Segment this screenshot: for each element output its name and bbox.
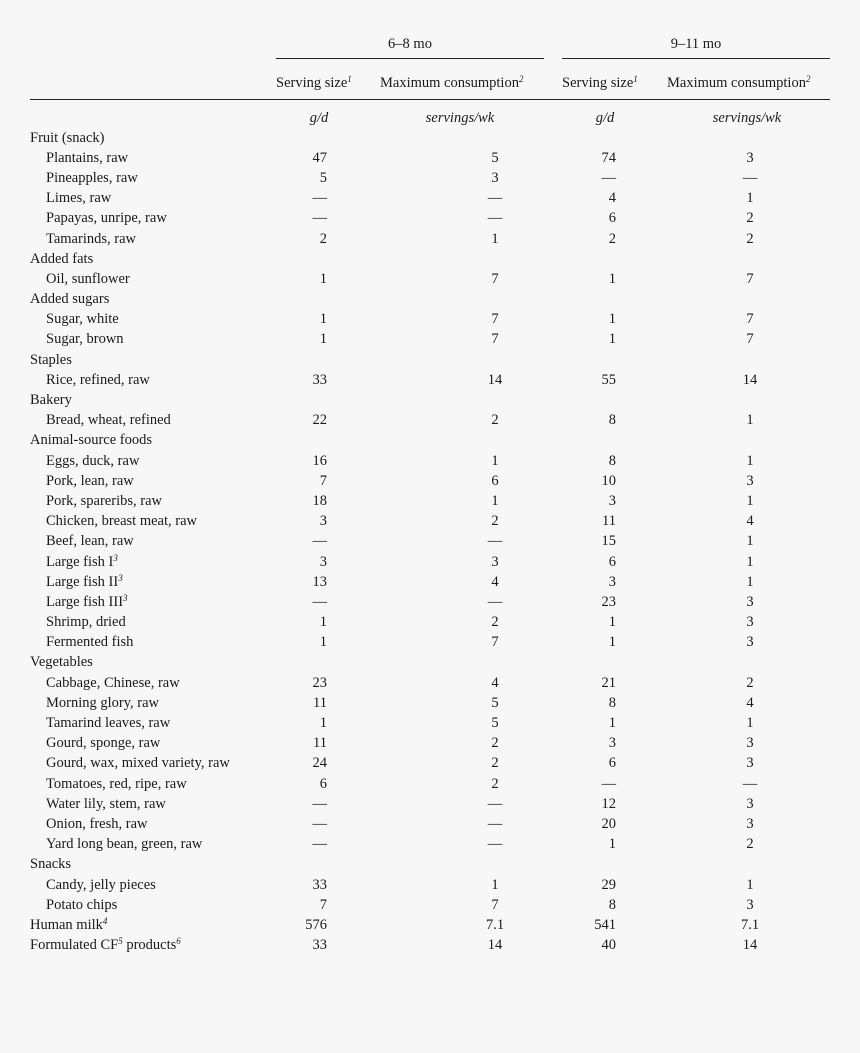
max-consumption-6-8-cell: [327, 855, 549, 875]
max-consumption-6-8-cell: 2: [491, 412, 499, 429]
serving-size-9-11-cell: [549, 855, 616, 875]
serving-size-9-11-cell: 1: [608, 311, 616, 328]
table-row: [30, 370, 776, 390]
max-consumption-6-8-cell: 2: [491, 614, 499, 631]
row-label: Sugar, brown: [46, 331, 124, 348]
category-row: [30, 390, 776, 410]
serving-size-6-8-cell: 3: [319, 513, 327, 530]
serving-size-6-8-cell: 33: [312, 876, 327, 893]
max-consumption-6-8-cell: 14: [487, 937, 503, 954]
serving-size-9-11-cell: 1: [608, 715, 616, 732]
max-consumption-9-11-cell: 1: [746, 715, 754, 732]
serving-size-9-11-cell: [549, 390, 616, 410]
max-consumption-9-11-cell: 4: [746, 513, 754, 530]
row-label: Morning glory, raw: [46, 694, 160, 711]
max-consumption-6-8-cell: [327, 653, 549, 673]
max-consumption-6-8-cell: —: [487, 836, 503, 853]
max-consumption-6-8-cell: 7: [491, 896, 499, 913]
header-max-consumption-1: Maximum consumption$^2$: [380, 74, 524, 91]
serving-size-6-8-cell: 3: [319, 553, 327, 570]
max-consumption-9-11-cell: 3: [746, 795, 754, 812]
row-label: Pineapples, raw: [46, 169, 138, 186]
unit-g-per-day-2: g/d: [595, 110, 615, 126]
serving-size-9-11-cell: 29: [601, 876, 616, 893]
serving-size-6-8-cell: [270, 350, 327, 370]
table-row: [30, 209, 776, 229]
serving-size-9-11-cell: 20: [601, 815, 616, 832]
max-consumption-6-8-cell: 6: [491, 472, 499, 489]
category-row: [30, 249, 776, 269]
max-consumption-9-11-cell: 2: [746, 230, 754, 247]
max-consumption-9-11-cell: [616, 290, 776, 310]
serving-size-9-11-cell: 10: [601, 472, 616, 489]
serving-size-9-11-cell: 3: [608, 573, 616, 590]
row-label: Vegetables: [30, 654, 93, 671]
row-label: Potato chips: [46, 896, 118, 913]
unit-g-per-day-1: g/d: [309, 110, 329, 126]
max-consumption-6-8-cell: 5: [491, 715, 499, 732]
header-max-consumption-2: Maximum consumption$^2$: [667, 74, 811, 91]
serving-size-6-8-cell: 47: [312, 149, 327, 166]
max-consumption-6-8-cell: 2: [491, 775, 499, 792]
table-row: [30, 814, 776, 834]
serving-size-6-8-cell: 7: [319, 472, 327, 489]
serving-size-9-11-cell: 11: [602, 513, 616, 530]
serving-size-9-11-cell: [549, 249, 616, 269]
max-consumption-6-8-cell: 5: [491, 149, 499, 166]
row-label: Bread, wheat, refined: [46, 412, 171, 429]
table-row: [30, 552, 776, 572]
serving-size-6-8-cell: 1: [319, 715, 327, 732]
max-consumption-9-11-cell: —: [742, 169, 758, 186]
serving-size-6-8-cell: 16: [312, 452, 327, 469]
row-label: Tamarind leaves, raw: [46, 715, 171, 732]
table-row: [30, 734, 776, 754]
row-label: Candy, jelly pieces: [46, 876, 156, 893]
group-header-9-11-mo: 9–11 mo: [670, 36, 722, 52]
serving-size-6-8-cell: —: [312, 210, 327, 227]
serving-size-6-8-cell: [270, 290, 327, 310]
max-consumption-9-11-cell: 3: [746, 472, 754, 489]
table-row: [30, 532, 776, 552]
table-row: [30, 148, 776, 168]
serving-size-9-11-cell: 1: [608, 270, 616, 287]
max-consumption-9-11-cell: 1: [746, 533, 754, 550]
table-row: [30, 713, 776, 733]
serving-size-9-11-cell: 23: [601, 593, 616, 610]
serving-size-6-8-cell: 18: [312, 492, 327, 509]
serving-size-9-11-cell: 8: [608, 896, 616, 913]
serving-size-6-8-cell: 6: [319, 775, 327, 792]
serving-size-9-11-cell: [549, 431, 616, 451]
serving-size-6-8-cell: —: [312, 836, 327, 853]
table-row: [30, 168, 776, 188]
max-consumption-6-8-cell: 2: [491, 513, 499, 530]
serving-size-9-11-cell: 1: [608, 614, 616, 631]
row-label: Limes, raw: [46, 190, 112, 207]
serving-size-6-8-cell: 24: [312, 755, 327, 772]
row-label: Staples: [30, 351, 72, 368]
serving-size-6-8-cell: 13: [312, 573, 327, 590]
serving-size-9-11-cell: [549, 653, 616, 673]
table-row: [30, 512, 776, 532]
header-serving-size-1: Serving size$^1$: [276, 74, 352, 91]
category-row: [30, 855, 776, 875]
max-consumption-9-11-cell: 7: [746, 311, 754, 328]
category-row: [30, 431, 776, 451]
serving-size-6-8-cell: —: [312, 795, 327, 812]
max-consumption-9-11-cell: [616, 431, 776, 451]
group-rule-2: [562, 58, 830, 59]
unit-servings-per-week-2: servings/wk: [712, 110, 782, 126]
row-label: Oil, sunflower: [46, 270, 130, 287]
max-consumption-9-11-cell: 7: [746, 331, 754, 348]
serving-size-9-11-cell: 4: [608, 190, 616, 207]
max-consumption-6-8-cell: 1: [491, 230, 499, 247]
row-label: Plantains, raw: [46, 149, 129, 166]
table-row: [30, 269, 776, 289]
row-label: Large fish $I^3$: [46, 552, 118, 570]
max-consumption-6-8-cell: 7: [491, 311, 499, 328]
table-row: [30, 936, 776, 956]
max-consumption-9-11-cell: 14: [742, 937, 758, 954]
row-label: Cabbage, Chinese, raw: [46, 674, 180, 691]
table-row: [30, 673, 776, 693]
serving-size-9-11-cell: 8: [608, 694, 616, 711]
serving-size-9-11-cell: 6: [608, 553, 616, 570]
max-consumption-6-8-cell: 2: [491, 755, 499, 772]
row-label: Chicken, breast meat, raw: [46, 513, 197, 530]
max-consumption-6-8-cell: [327, 431, 549, 451]
table-row: [30, 310, 776, 330]
row-label: Rice, refined, raw: [46, 371, 150, 388]
max-consumption-6-8-cell: 4: [491, 573, 499, 590]
max-consumption-6-8-cell: [327, 290, 549, 310]
max-consumption-9-11-cell: 7: [746, 270, 754, 287]
header-rule: [30, 99, 830, 100]
table-row: [30, 754, 776, 774]
serving-size-9-11-cell: 2: [608, 230, 616, 247]
row-label: Beef, lean, raw: [46, 533, 134, 550]
table-row: [30, 774, 776, 794]
table-row: [30, 633, 776, 653]
max-consumption-6-8-cell: 1: [491, 876, 499, 893]
row-label: Yard long bean, green, raw: [46, 836, 203, 853]
table-row: [30, 794, 776, 814]
serving-size-9-11-cell: 6: [608, 755, 616, 772]
max-consumption-9-11-cell: [616, 855, 776, 875]
max-consumption-6-8-cell: 14: [487, 371, 503, 388]
max-consumption-6-8-cell: [327, 390, 549, 410]
serving-size-6-8-cell: 33: [312, 371, 327, 388]
serving-size-6-8-cell: —: [312, 815, 327, 832]
serving-size-9-11-cell: 55: [601, 371, 616, 388]
row-label: Pork, spareribs, raw: [46, 492, 162, 509]
table-row: [30, 189, 776, 209]
category-row: [30, 290, 776, 310]
serving-size-9-11-cell: 1: [608, 634, 616, 651]
max-consumption-9-11-cell: 3: [746, 896, 754, 913]
max-consumption-6-8-cell: 3: [491, 553, 499, 570]
row-label: Large fish III$^3$: [46, 592, 128, 610]
row-label: Sugar, white: [46, 311, 119, 328]
serving-size-6-8-cell: 1: [319, 634, 327, 651]
row-label: Snacks: [30, 856, 72, 873]
row-label: Added fats: [30, 250, 94, 267]
unit-servings-per-week-1: servings/wk: [425, 110, 495, 126]
serving-size-6-8-cell: 1: [319, 311, 327, 328]
max-consumption-9-11-cell: 3: [746, 149, 754, 166]
data-rows: [30, 128, 776, 956]
serving-size-6-8-cell: 11: [313, 694, 327, 711]
serving-size-6-8-cell: —: [312, 533, 327, 550]
row-label: Water lily, stem, raw: [46, 795, 166, 812]
serving-size-9-11-cell: —: [601, 775, 616, 792]
serving-size-6-8-cell: 23: [312, 674, 327, 691]
max-consumption-6-8-cell: 7.1: [485, 916, 505, 933]
serving-size-9-11-cell: [549, 128, 616, 148]
category-row: [30, 128, 776, 148]
serving-size-6-8-cell: 1: [319, 331, 327, 348]
serving-size-9-11-cell: 1: [608, 836, 616, 853]
serving-size-9-11-cell: —: [601, 169, 616, 186]
max-consumption-9-11-cell: 3: [746, 755, 754, 772]
table-row: [30, 693, 776, 713]
max-consumption-6-8-cell: [327, 350, 549, 370]
serving-size-6-8-cell: 1: [319, 270, 327, 287]
max-consumption-6-8-cell: 5: [491, 694, 499, 711]
max-consumption-9-11-cell: [616, 350, 776, 370]
group-rule-1: [276, 58, 544, 59]
serving-size-9-11-cell: 6: [608, 210, 616, 227]
max-consumption-6-8-cell: —: [487, 190, 503, 207]
serving-size-9-11-cell: 74: [601, 149, 616, 166]
group-header-6-8-mo: 6–8 mo: [388, 36, 432, 52]
row-label: Large fish $II^3$: [46, 572, 123, 590]
table-row: [30, 875, 776, 895]
row-label: Human milk$^4$: [30, 915, 108, 933]
category-row: [30, 350, 776, 370]
serving-size-6-8-cell: —: [312, 190, 327, 207]
serving-size-9-11-cell: 8: [608, 412, 616, 429]
serving-size-9-11-cell: 40: [601, 937, 616, 954]
table-row: [30, 229, 776, 249]
table-row: [30, 572, 776, 592]
serving-size-6-8-cell: [270, 431, 327, 451]
row-label: Onion, fresh, raw: [46, 815, 148, 832]
row-label: Eggs, duck, raw: [46, 452, 140, 469]
table-row: [30, 471, 776, 491]
max-consumption-9-11-cell: 1: [746, 452, 754, 469]
max-consumption-6-8-cell: —: [487, 815, 503, 832]
serving-size-6-8-cell: [270, 249, 327, 269]
serving-size-6-8-cell: [270, 390, 327, 410]
max-consumption-9-11-cell: 1: [746, 553, 754, 570]
max-consumption-9-11-cell: 14: [742, 371, 758, 388]
max-consumption-9-11-cell: [616, 128, 776, 148]
table-row: [30, 835, 776, 855]
row-label: Shrimp, dried: [46, 614, 126, 631]
max-consumption-6-8-cell: 7: [491, 270, 499, 287]
max-consumption-9-11-cell: 3: [746, 614, 754, 631]
max-consumption-6-8-cell: —: [487, 593, 503, 610]
max-consumption-9-11-cell: 1: [746, 573, 754, 590]
max-consumption-9-11-cell: 3: [746, 735, 754, 752]
serving-size-6-8-cell: 576: [305, 916, 327, 933]
serving-size-9-11-cell: 541: [594, 916, 616, 933]
row-label: Papayas, unripe, raw: [46, 210, 167, 227]
max-consumption-9-11-cell: 1: [746, 190, 754, 207]
max-consumption-6-8-cell: [327, 128, 549, 148]
max-consumption-6-8-cell: 7: [491, 634, 499, 651]
serving-size-6-8-cell: [270, 855, 327, 875]
max-consumption-6-8-cell: 7: [491, 331, 499, 348]
max-consumption-6-8-cell: 1: [491, 452, 499, 469]
row-label: Tomatoes, red, ripe, raw: [46, 775, 187, 792]
max-consumption-9-11-cell: 4: [746, 694, 754, 711]
max-consumption-6-8-cell: —: [487, 533, 503, 550]
max-consumption-6-8-cell: [327, 249, 549, 269]
max-consumption-6-8-cell: 1: [491, 492, 499, 509]
max-consumption-9-11-cell: 2: [746, 836, 754, 853]
serving-size-9-11-cell: 3: [608, 492, 616, 509]
table-row: [30, 491, 776, 511]
serving-size-6-8-cell: [270, 653, 327, 673]
max-consumption-6-8-cell: —: [487, 795, 503, 812]
row-label: Added sugars: [30, 291, 110, 308]
category-row: [30, 653, 776, 673]
max-consumption-6-8-cell: 3: [491, 169, 499, 186]
header-serving-size-2: Serving size$^1$: [562, 74, 638, 91]
max-consumption-9-11-cell: 3: [746, 593, 754, 610]
max-consumption-9-11-cell: [616, 653, 776, 673]
table-row: [30, 895, 776, 915]
serving-size-6-8-cell: 2: [319, 230, 327, 247]
row-label: Gourd, wax, mixed variety, raw: [46, 755, 230, 772]
table-row: [30, 451, 776, 471]
max-consumption-9-11-cell: 3: [746, 634, 754, 651]
max-consumption-9-11-cell: 2: [746, 674, 754, 691]
serving-size-6-8-cell: [270, 128, 327, 148]
serving-size-9-11-cell: 12: [601, 795, 616, 812]
serving-size-6-8-cell: 5: [319, 169, 327, 186]
row-label: Fermented fish: [46, 634, 134, 651]
max-consumption-9-11-cell: [616, 249, 776, 269]
max-consumption-9-11-cell: 1: [746, 492, 754, 509]
serving-size-9-11-cell: [549, 350, 616, 370]
max-consumption-9-11-cell: [616, 390, 776, 410]
serving-size-9-11-cell: 1: [608, 331, 616, 348]
row-label: Tamarinds, raw: [46, 230, 136, 247]
row-label: Gourd, sponge, raw: [46, 735, 161, 752]
max-consumption-9-11-cell: 3: [746, 815, 754, 832]
serving-size-6-8-cell: —: [312, 593, 327, 610]
max-consumption-9-11-cell: —: [742, 775, 758, 792]
row-label: Formulated $CF^5$ products$^6$: [30, 936, 181, 954]
serving-size-9-11-cell: 21: [601, 674, 616, 691]
serving-size-9-11-cell: 8: [608, 452, 616, 469]
row-label: Animal-source foods: [30, 432, 153, 449]
serving-size-9-11-cell: 15: [601, 533, 616, 550]
serving-size-9-11-cell: [549, 290, 616, 310]
serving-size-6-8-cell: 11: [313, 735, 327, 752]
max-consumption-9-11-cell: 1: [746, 876, 754, 893]
serving-size-6-8-cell: 7: [319, 896, 327, 913]
max-consumption-9-11-cell: 1: [746, 412, 754, 429]
max-consumption-6-8-cell: —: [487, 210, 503, 227]
max-consumption-9-11-cell: 2: [746, 210, 754, 227]
row-label: Bakery: [30, 392, 72, 409]
max-consumption-6-8-cell: 2: [491, 735, 499, 752]
row-label: Fruit (snack): [30, 129, 105, 146]
table-row: [30, 330, 776, 350]
max-consumption-9-11-cell: 7.1: [740, 916, 760, 933]
serving-size-6-8-cell: 1: [319, 614, 327, 631]
serving-size-6-8-cell: 33: [312, 937, 327, 954]
table-row: [30, 613, 776, 633]
serving-size-9-11-cell: 3: [608, 735, 616, 752]
table-row: [30, 411, 776, 431]
max-consumption-6-8-cell: 4: [491, 674, 499, 691]
serving-size-6-8-cell: 22: [312, 412, 327, 429]
row-label: Pork, lean, raw: [46, 472, 134, 489]
table-row: [30, 915, 776, 935]
table-row: [30, 592, 776, 612]
